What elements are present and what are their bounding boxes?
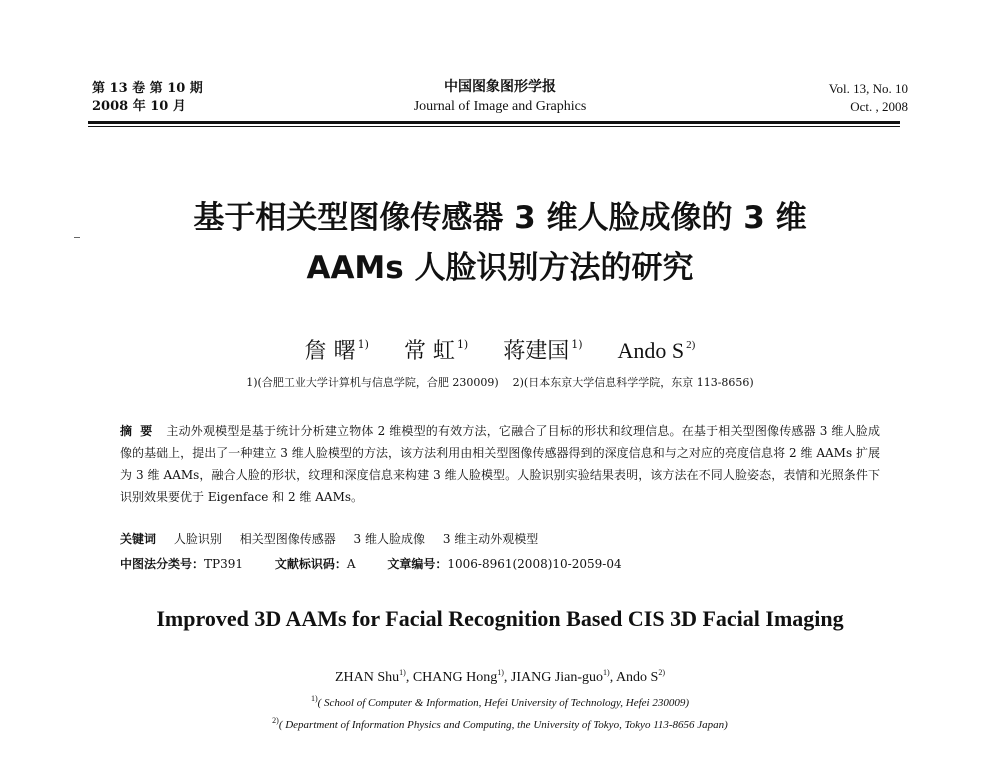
article-number-value: 1006-8961(2008)10-2059-04 (447, 557, 622, 571)
affiliation-text: ( School of Computer & Information, Hefei University of Technology, Hefei 230009) (317, 697, 690, 709)
document-code (275, 555, 356, 572)
author-en (511, 670, 610, 685)
volume-number-en: Vol. 13, No. 10 (828, 81, 908, 96)
clc-value: TP391 (204, 557, 243, 571)
author-affiliation-mark: 1) (357, 338, 369, 351)
journal-name-en: Journal of Image and Graphics (413, 99, 587, 114)
affiliation-mark: 2) (272, 716, 279, 725)
author-en (413, 670, 504, 685)
keywords-label: 关键词 (120, 532, 157, 546)
header-right (829, 80, 908, 116)
author-affiliation-mark: 2) (686, 339, 696, 351)
header-rule-thin (88, 126, 900, 127)
author-name: 詹 曙 (304, 339, 356, 364)
header-rule-thick (88, 121, 900, 124)
author-affiliation-mark: 2) (658, 668, 666, 677)
header-left (92, 80, 203, 116)
affiliation-en-2 (60, 716, 940, 731)
keyword: 3 维人脸成像 (353, 532, 425, 546)
affiliation-en-1 (60, 694, 940, 709)
title-line-2: AAMs 人脸识别方法的研究 (306, 250, 694, 286)
author-name: JIANG Jian-guo (510, 670, 604, 685)
classification-info (120, 555, 650, 572)
document-code-label: 文献标识码： (274, 557, 347, 571)
author-name: 常 虹 (403, 339, 455, 364)
author-cn (503, 334, 582, 365)
article-number-label: 文章编号： (387, 557, 448, 571)
author-affiliation-mark: 1) (571, 338, 583, 351)
document-code-value: A (346, 557, 356, 571)
author-cn (618, 338, 696, 364)
author-name: ZHAN Shu (334, 670, 400, 685)
title-line-1: 基于相关型图像传感器 3 维人脸成像的 3 维 (193, 200, 807, 236)
author-affiliation-mark: 1) (399, 668, 406, 677)
journal-name-cn: 中国图象图形学报 (444, 79, 556, 95)
keywords (120, 530, 552, 547)
author-cn (404, 334, 468, 365)
affiliation-2: 2)(日本东京大学信息科学学院，东京 113-8656) (512, 376, 754, 389)
abstract (120, 420, 880, 508)
volume-issue: 第 13 卷 第 10 期 (92, 81, 203, 96)
author-en (616, 670, 665, 685)
author-list-cn (80, 334, 920, 365)
clc-label: 中图法分类号： (120, 557, 205, 571)
affiliations-cn (80, 374, 920, 390)
author-list-en: ZHAN Shu$^{1)}$, CHANG Hong$^{1)}$, JIANG Jian-guo$^{1)}$, Ando $S^{2)}$ (334, 668, 666, 685)
keyword: 人脸识别 (173, 532, 222, 546)
author-cn (305, 334, 369, 365)
publication-date-cn: 2008 年 10 月 (92, 99, 186, 114)
affiliation-text: ( Department of Information Physics and Computing, the University of Tokyo, Tokyo 113-8656 Japan) (278, 719, 728, 731)
author-affiliation-mark: 1) (497, 668, 504, 677)
author-name: 蒋建国 (503, 339, 570, 364)
paper-title-cn (80, 193, 920, 293)
author-name: Ando S (615, 670, 659, 685)
affiliation-mark: 1) (310, 694, 318, 703)
author-affiliation-mark: 1) (603, 668, 610, 677)
clc-number (120, 555, 243, 572)
header-center (300, 78, 700, 116)
affiliation-1: 1)(合肥工业大学计算机与信息学院，合肥 230009) (246, 376, 499, 389)
author-name: Ando S (617, 338, 685, 363)
paper-title-en: Improved 3D AAMs for Facial Recognition Based CIS 3D Facial Imaging (156, 606, 844, 631)
abstract-label: 摘要 (120, 424, 161, 438)
abstract-text: 主动外观模型是基于统计分析建立物体 2 维模型的有效方法，它融合了目标的形状和纹理信息。在基于相关型图像传感器 3 维人脸成像的基础上，提出了一种建立 3 维人脸模型的方法，该方法利用由相关型图像传感器得到的深度信息和与之对应的亮度信息将 2 维 AAMs 扩展为 3 维 AAMs，融合人脸的形状，纹理和深度信息来构建 3 维人脸模型。人脸识别实验结果表明，该方法在不同人脸姿态，表情和光照条件下识别效果要优于 Eigenface 和 2 维 AAMs。 (120, 424, 880, 504)
author-name: CHANG Hong (412, 670, 498, 685)
author-affiliation-mark: 1) (456, 338, 469, 351)
keyword: 相关型图像传感器 (239, 532, 336, 546)
author-en (335, 670, 406, 685)
keyword: 3 维主动外观模型 (442, 532, 539, 546)
publication-date-en: Oct. , 2008 (850, 99, 908, 114)
article-number (387, 555, 621, 572)
